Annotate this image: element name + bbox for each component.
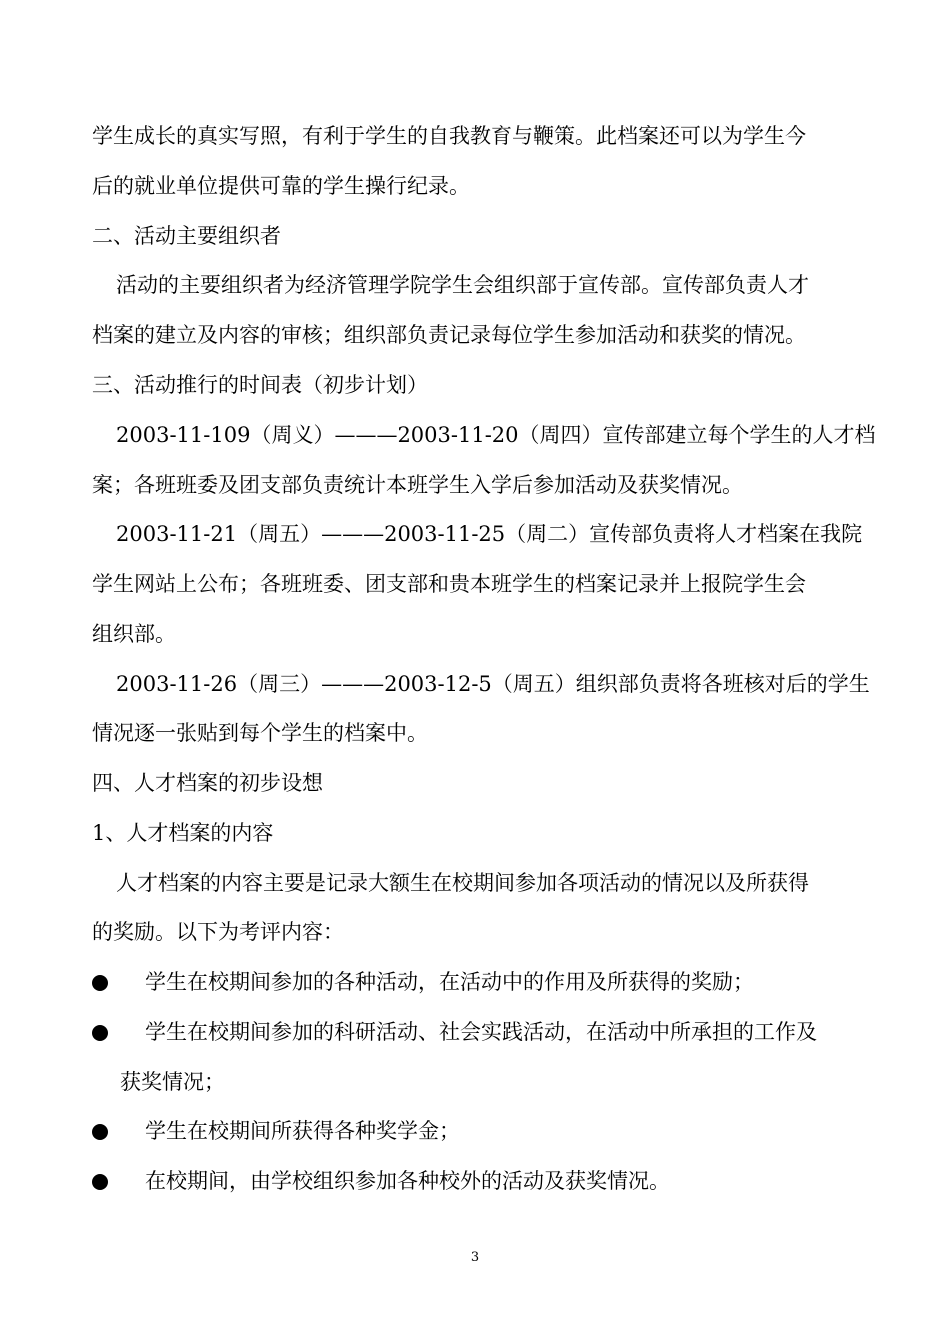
- subsection-heading: 1、人才档案的内容: [92, 821, 274, 845]
- bullet-item: 学生在校期间所获得各种奖学金；: [145, 1119, 460, 1143]
- bullet-item: 学生在校期间参加的科研活动、社会实践活动，在活动中所承担的工作及: [145, 1020, 817, 1044]
- body-text-line: 档案的建立及内容的审核；组织部负责记录每位学生参加活动和获奖的情况。: [92, 323, 806, 347]
- section-heading: 三、活动推行的时间表（初步计划）: [92, 373, 428, 397]
- schedule-line: 2003-11-26（周三）———2003-12-5（周五）组织部负责将各班核对后的学生: [116, 672, 870, 696]
- section-heading: 四、人才档案的初步设想: [92, 771, 323, 795]
- bullet-icon: [92, 975, 108, 991]
- body-text-line: 组织部。: [92, 622, 176, 646]
- bullet-item: 在校期间，由学校组织参加各种校外的活动及获奖情况。: [145, 1169, 670, 1193]
- bullet-item-continuation: 获奖情况；: [120, 1070, 225, 1094]
- body-text-line: 学生成长的真实写照，有利于学生的自我教育与鞭策。此档案还可以为学生今: [92, 124, 806, 148]
- body-text-line: 情况逐一张贴到每个学生的档案中。: [92, 721, 428, 745]
- body-text-line: 人才档案的内容主要是记录大额生在校期间参加各项活动的情况以及所获得: [116, 871, 809, 895]
- bullet-icon: [92, 1174, 108, 1190]
- body-text-line: 案；各班班委及团支部负责统计本班学生入学后参加活动及获奖情况。: [92, 473, 743, 497]
- body-text-line: 的奖励。以下为考评内容：: [92, 920, 344, 944]
- bullet-item: 学生在校期间参加的各种活动，在活动中的作用及所获得的奖励；: [145, 970, 754, 994]
- body-text-line: 活动的主要组织者为经济管理学院学生会组织部于宣传部。宣传部负责人才: [116, 273, 809, 297]
- body-text-line: 学生网站上公布；各班班委、团支部和贵本班学生的档案记录并上报院学生会: [92, 572, 806, 596]
- page-number: 3: [470, 1250, 480, 1265]
- bullet-icon: [92, 1025, 108, 1041]
- section-heading: 二、活动主要组织者: [92, 224, 281, 248]
- schedule-line: 2003-11-21（周五）———2003-11-25（周二）宣传部负责将人才档案在我院: [116, 522, 863, 546]
- schedule-line: 2003-11-109（周义）———2003-11-20（周四）宣传部建立每个学生的人才档: [116, 423, 876, 447]
- bullet-icon: [92, 1124, 108, 1140]
- body-text-line: 后的就业单位提供可靠的学生操行纪录。: [92, 174, 470, 198]
